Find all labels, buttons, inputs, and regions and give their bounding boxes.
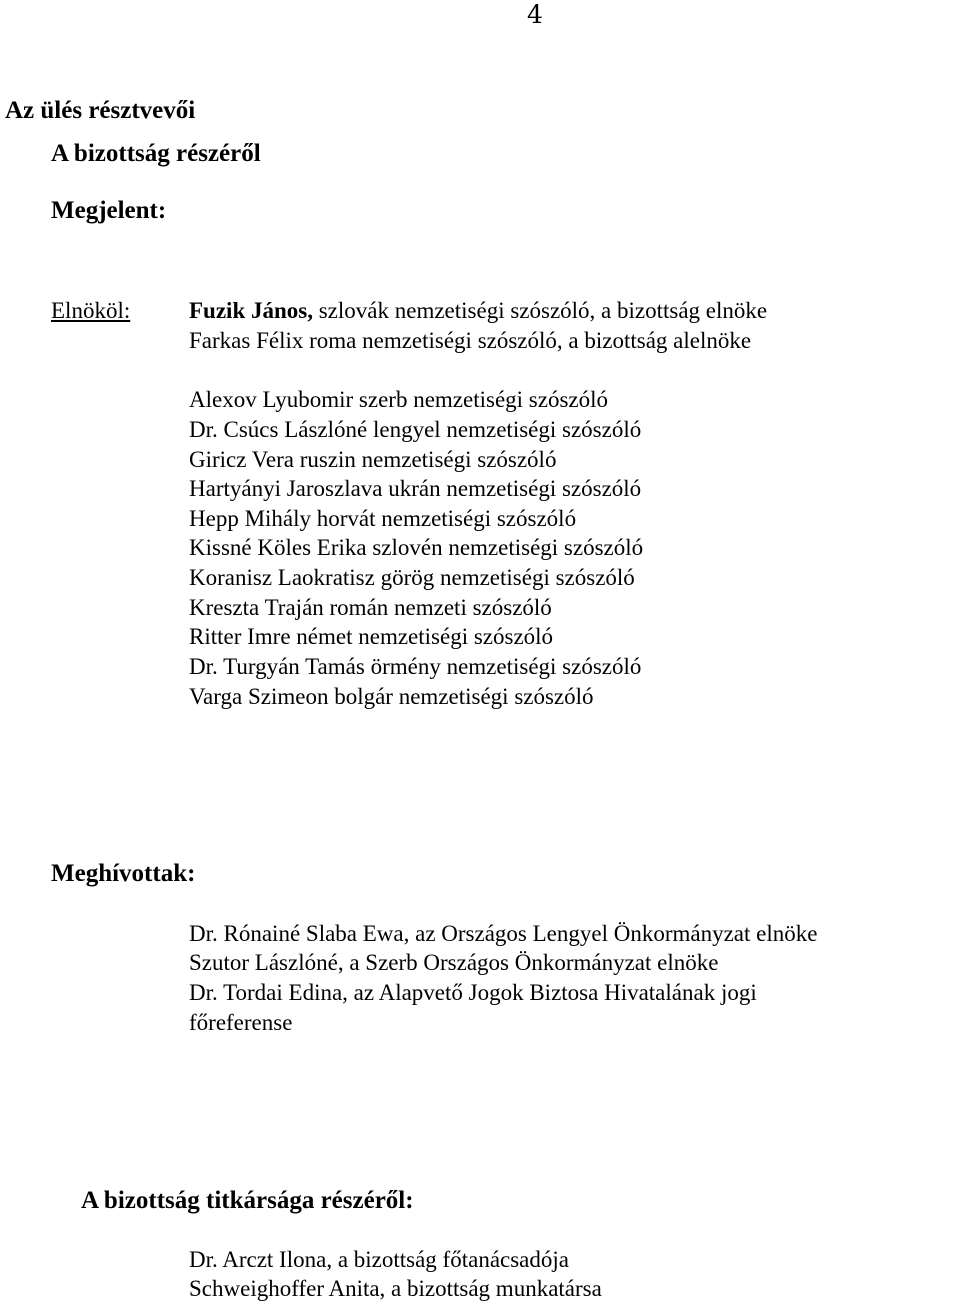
subsection-title-present: Megjelent: <box>51 197 167 224</box>
member-item: Koranisz Laokratisz görög nemzetiségi szószóló <box>189 565 635 590</box>
member-item: Kissné Köles Erika szlovén nemzetiségi szószóló <box>189 535 644 560</box>
member-item: Kreszta Traján román nemzeti szószóló <box>189 595 552 620</box>
member-item: Varga Szimeon bolgár nemzetiségi szószóló <box>189 684 594 709</box>
member-item: Dr. Turgyán Tamás örmény nemzetiségi szószóló <box>189 654 642 679</box>
subsection-title-committee: A bizottság részéről <box>51 140 261 167</box>
member-item: Dr. Csúcs Lászlóné lengyel nemzetiségi szószóló <box>189 417 642 442</box>
invited-item: Szutor Lászlóné, a Szerb Országos Önkormányzat elnöke <box>189 950 719 975</box>
subsection-title-invited: Meghívottak: <box>51 860 196 887</box>
vice-chair-line: Farkas Félix roma nemzetiségi szószóló, a bizottság alelnöke <box>189 328 752 353</box>
member-item: Alexov Lyubomir szerb nemzetiségi szószóló <box>189 387 609 412</box>
invited-item: Dr. Tordai Edina, az Alapvető Jogok Biztosa Hivatalának jogi <box>189 980 757 1005</box>
page-number: 4 <box>527 0 543 29</box>
member-item: Ritter Imre német nemzetiségi szószóló <box>189 624 554 649</box>
subsection-title-secretariat: A bizottság titkársága részéről: <box>81 1187 414 1214</box>
invited-item-continuation: főreferense <box>189 1010 293 1035</box>
section-title-participants: Az ülés résztvevői <box>5 97 196 124</box>
member-item: Giricz Vera ruszin nemzetiségi szószóló <box>189 447 557 472</box>
secretariat-item: Schweighoffer Anita, a bizottság munkatársa <box>189 1276 602 1301</box>
member-item: Hartyányi Jaroszlava ukrán nemzetiségi szószóló <box>189 476 642 501</box>
chair-line <box>189 296 767 326</box>
member-item: Hepp Mihály horvát nemzetiségi szószóló <box>189 506 577 531</box>
secretariat-item: Dr. Arczt Ilona, a bizottság főtanácsadója <box>189 1247 569 1272</box>
chair-role: szlovák nemzetiségi szószóló, a bizottság elnöke <box>312 298 768 323</box>
chair-label: Elnököl: <box>51 298 131 323</box>
chair-name: Fuzik János, <box>189 298 313 323</box>
invited-item: Dr. Rónainé Slaba Ewa, az Országos Lengyel Önkormányzat elnöke <box>189 921 818 946</box>
